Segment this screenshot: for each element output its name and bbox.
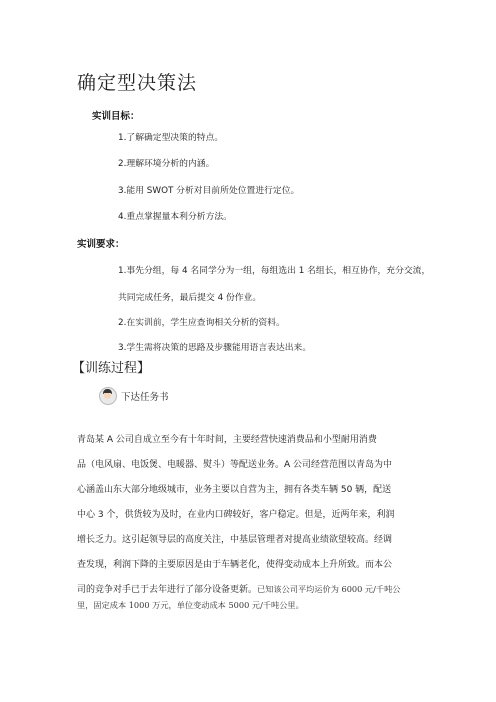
page-title: 确定型决策法 (77, 72, 198, 94)
paragraph-line-7 (77, 582, 400, 595)
person-avatar-icon (99, 387, 117, 405)
requirement-item-3: 3.学生需将决策的思路及步骤能用语言表达出来。 (118, 343, 312, 353)
paragraph-line-1: 青岛某 A 公司自成立至今有十年时间，主要经营快速消费品和小型耐用消费 (77, 435, 377, 445)
training-process-heading: 【训练过程】 (72, 361, 151, 376)
requirements-heading: 实训要求： (77, 239, 125, 250)
requirement-item-1: 1.事先分组，每 4 名同学分为一组，每组选出 1 名组长，相互协作，充分交流， (118, 266, 431, 276)
paragraph-line-3: 心涵盖山东大部分地级城市，业务主要以自营为主，拥有各类车辆 50 辆，配送 (77, 485, 392, 495)
paragraph-line-7-text: 司的竞争对手已于去年进行了部分设备更新。 (77, 585, 258, 595)
objective-item-3: 3.能用 SWOT 分析对目前所处位置进行定位。 (118, 186, 300, 196)
objectives-heading: 实训目标： (92, 111, 140, 122)
task-assignment (99, 385, 169, 407)
task-label: 下达任务书 (121, 392, 169, 403)
objective-item-2: 2.理解环境分析的内涵。 (118, 159, 215, 169)
paragraph-line-2: 品（电风扇、电饭煲、电暖器、熨斗）等配送业务。A 公司经营范围以青岛为中 (77, 460, 393, 470)
requirement-item-2: 2.在实训前，学生应查询相关分析的资料。 (118, 318, 285, 328)
objective-item-4: 4.重点掌握量本利分析方法。 (118, 212, 232, 222)
paragraph-line-5: 增长乏力。这引起领导层的高度关注，中基层管理者对提高业绩欲望较高。经调 (77, 535, 393, 545)
requirement-item-1-cont: 共同完成任务，最后提交 4 份作业。 (118, 293, 262, 303)
paragraph-line-7-tail: 已知该公司平均运价为 6000 元/千吨公 (257, 584, 401, 594)
objective-item-1: 1.了解确定型决策的特点。 (118, 133, 224, 143)
paragraph-line-4: 中心 3 个，供货较为及时，在业内口碑较好，客户稳定。但是，近两年来，利润 (77, 510, 395, 520)
paragraph-line-8: 里，固定成本 1000 万元，单位变动成本 5000 元/千吨公里。 (77, 600, 304, 610)
paragraph-line-6: 查发现，利润下降的主要原因是由于车辆老化，使得变动成本上升所致。而本公 (77, 560, 393, 570)
